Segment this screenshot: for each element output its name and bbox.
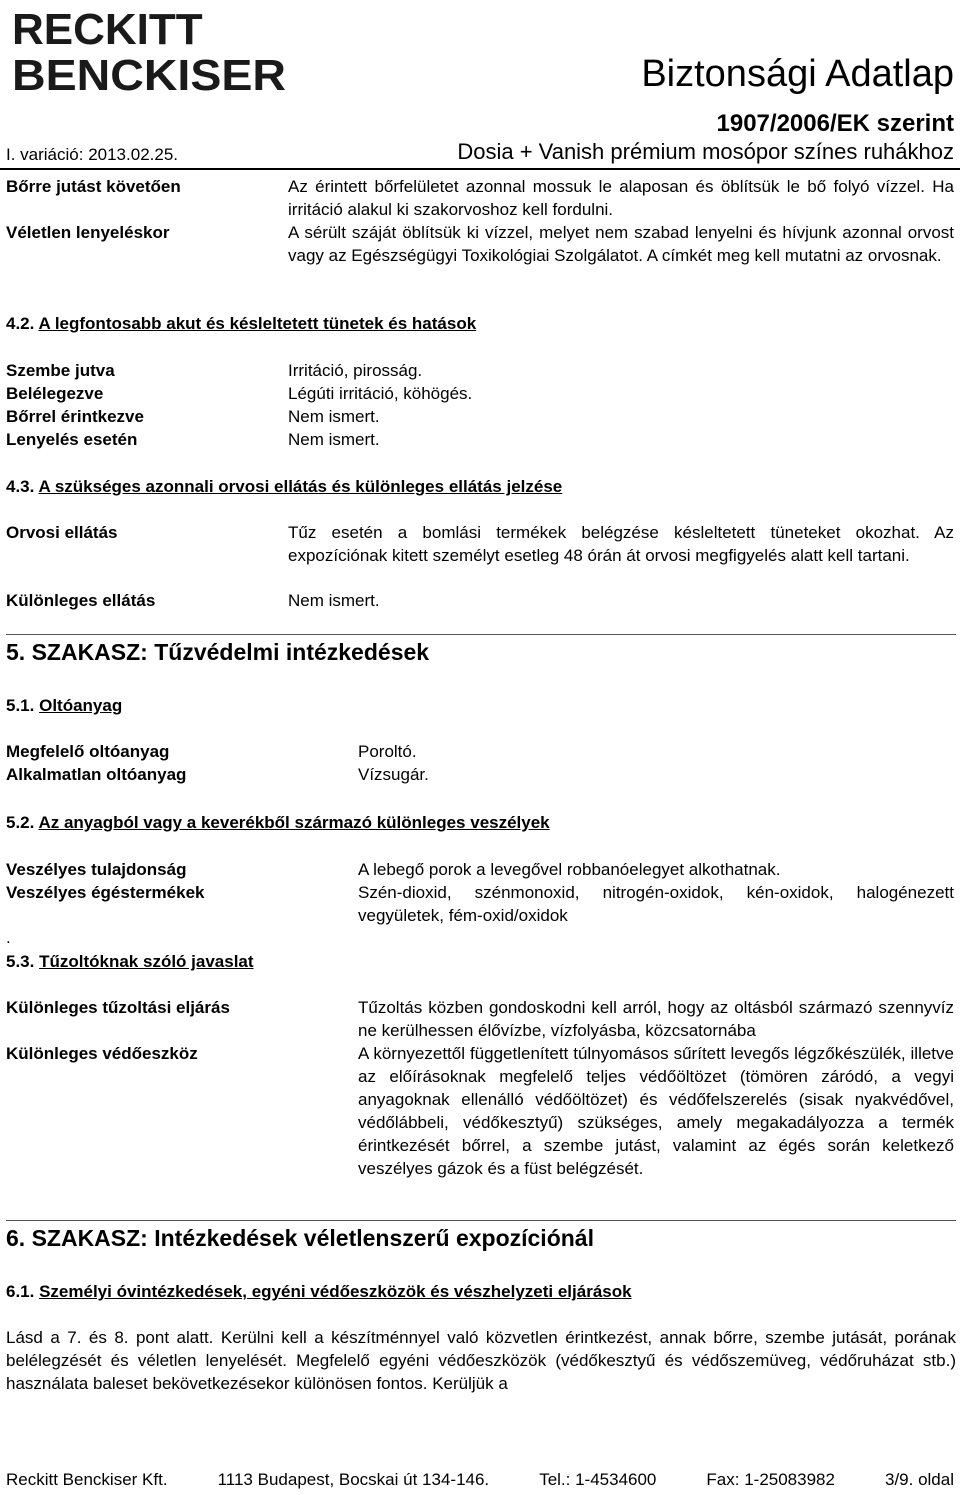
footer-fax: Fax: 1-25083982	[706, 1470, 835, 1489]
subsection-6-1-title: Személyi óvintézkedések, egyéni védőeszközök és vészhelyzeti eljárások	[39, 1282, 632, 1301]
footer-phone: Tel.: 1-4534600	[539, 1470, 657, 1489]
subsection-5-1-heading	[6, 694, 122, 717]
subsection-5-2-heading	[6, 811, 550, 834]
subsection-5-3-title: Tűzoltóknak szóló javaslat	[39, 952, 254, 971]
version-label: I. variáció: 2013.02.25.	[6, 145, 179, 164]
subsection-4-2-heading	[6, 312, 476, 335]
protective-equipment-label: Különleges védőeszköz	[6, 1044, 198, 1063]
medical-care-text: Tűz esetén a bomlási termékek belégzése késleltetett tüneteket okozhat. Az expozíciónak kitett személyt esetleg 48 órán át orvosi megfigyelés alatt kell tartani.	[288, 523, 954, 565]
subsection-4-3-title: A szükséges azonnali orvosi ellátás és különleges ellátás jelzése	[38, 477, 563, 496]
regulation-label: 1907/2006/EK szerint	[716, 110, 954, 137]
first-aid-ingestion-text: A sérült száját öblítsük ki vízzel, melyet nem szabad lenyelni és hívjunk azonnal orvost vagy az Egészségügyi Toxikológiai Szolgálatot. A címkét meg kell mutatni az orvosnak.	[288, 223, 954, 265]
symptom-ingestion-value: Nem ismert.	[288, 430, 380, 449]
hazard-property-value: A lebegő porok a levegővel robbanóelegyet alkothatnak.	[358, 860, 781, 879]
subsection-4-3-heading	[6, 475, 562, 498]
symptom-inhalation-label: Belélegezve	[6, 384, 104, 403]
subsection-5-2-title: Az anyagból vagy a keverékből származó különleges veszélyek	[38, 813, 550, 832]
suitable-media-label: Megfelelő oltóanyag	[6, 742, 170, 761]
suitable-media-value: Poroltó.	[358, 742, 417, 761]
subsection-5-3-number: 5.3.	[6, 952, 35, 971]
subsection-5-1-number: 5.1.	[6, 696, 35, 715]
firefighting-procedure-label: Különleges tűzoltási eljárás	[6, 998, 230, 1017]
hazard-property-label: Veszélyes tulajdonság	[6, 860, 187, 879]
header-divider	[0, 168, 960, 170]
symptom-inhalation-value: Légúti irritáció, köhögés.	[288, 384, 473, 403]
combustion-products-value: Szén-dioxid, szénmonoxid, nitrogén-oxidok, kén-oxidok, halogénezett vegyületek, fém-oxid/oxidok	[358, 883, 954, 925]
special-care-value: Nem ismert.	[288, 591, 380, 610]
medical-care-label: Orvosi ellátás	[6, 523, 118, 542]
first-aid-ingestion-label: Véletlen lenyeléskor	[6, 223, 170, 242]
subsection-4-2-number: 4.2.	[6, 314, 35, 333]
company-logo	[8, 6, 290, 96]
firefighting-procedure-text: Tűzoltás közben gondoskodni kell arról, hogy az oltásból származó szennyvíz ne kerülhessen élővízbe, vízfolyásba, közcsatornába	[358, 998, 954, 1040]
logo-line1: RECKITT	[12, 6, 203, 54]
subsection-5-2-number: 5.2.	[6, 813, 35, 832]
symptom-eye-value: Irritáció, pirosság.	[288, 361, 423, 380]
footer-company: Reckitt Benckiser Kft.	[6, 1470, 168, 1489]
first-aid-skin-text: Az érintett bőrfelületet azonnal mossuk le alaposan és öblítsük le bő folyó vízzel. Ha irritáció alakul ki szakorvoshoz kell fordulni.	[288, 177, 954, 219]
symptom-ingestion-label: Lenyelés esetén	[6, 430, 138, 449]
logo-line2: BENCKISER	[12, 51, 286, 96]
subsection-6-1-heading	[6, 1280, 632, 1303]
product-name: Dosia + Vanish prémium mosópor színes ruhákhoz	[457, 139, 954, 164]
stray-dot: .	[6, 928, 11, 947]
section-5-divider	[6, 634, 956, 635]
special-care-label: Különleges ellátás	[6, 591, 156, 610]
footer-page-number: 3/9. oldal	[885, 1470, 954, 1489]
footer-address: 1113 Budapest, Bocskai út 134-146.	[217, 1470, 490, 1489]
section-6-title: 6. SZAKASZ: Intézkedések véletlenszerű expozíciónál	[6, 1225, 594, 1251]
section-5-title: 5. SZAKASZ: Tűzvédelmi intézkedések	[6, 639, 430, 665]
subsection-6-1-text: Lásd a 7. és 8. pont alatt. Kerülni kell a készítménnyel való közvetlen érintkezést, annak bőrre, szembe jutását, porának belélegzését és véletlen lenyelését. Megfelelő egyéni védőeszközök (védőkesztyű és védőszemüveg, védőruházat stb.) használata baleset bekövetkezésekor különösen fontos. Kerüljük a	[6, 1328, 956, 1393]
unsuitable-media-label: Alkalmatlan oltóanyag	[6, 765, 187, 784]
symptom-eye-label: Szembe jutva	[6, 361, 115, 380]
subsection-4-2-title: A legfontosabb akut és késleltetett tünetek és hatások	[38, 314, 477, 333]
document-title: Biztonsági Adatlap	[641, 53, 954, 95]
section-6-divider	[6, 1220, 956, 1221]
subsection-5-1-title: Oltóanyag	[39, 696, 123, 715]
symptom-skin-value: Nem ismert.	[288, 407, 380, 426]
protective-equipment-text: A környezettől függetlenített túlnyomásos sűrített levegős légzőkészülék, illetve az előírásoknak megfelelő teljes védőöltözet (tömören záródó, a vegyi anyagoknak ellenálló védőöltözet) és védőfelszerelés (sisak nyakvédővel, védőlábbeli, védőkesztyű) szükséges, amely megakadályozza a termék érintkezését bőrrel, a szembe jutást, valamint az égés során keletkező veszélyes gázok és a füst belégzését.	[358, 1044, 954, 1178]
subsection-4-3-number: 4.3.	[6, 477, 35, 496]
combustion-products-label: Veszélyes égéstermékek	[6, 883, 205, 902]
symptom-skin-label: Bőrrel érintkezve	[6, 407, 144, 426]
page-footer	[6, 1468, 954, 1491]
subsection-6-1-number: 6.1.	[6, 1282, 35, 1301]
subsection-5-3-heading	[6, 950, 254, 973]
unsuitable-media-value: Vízsugár.	[358, 765, 429, 784]
first-aid-skin-label: Bőrre jutást követően	[6, 177, 181, 196]
